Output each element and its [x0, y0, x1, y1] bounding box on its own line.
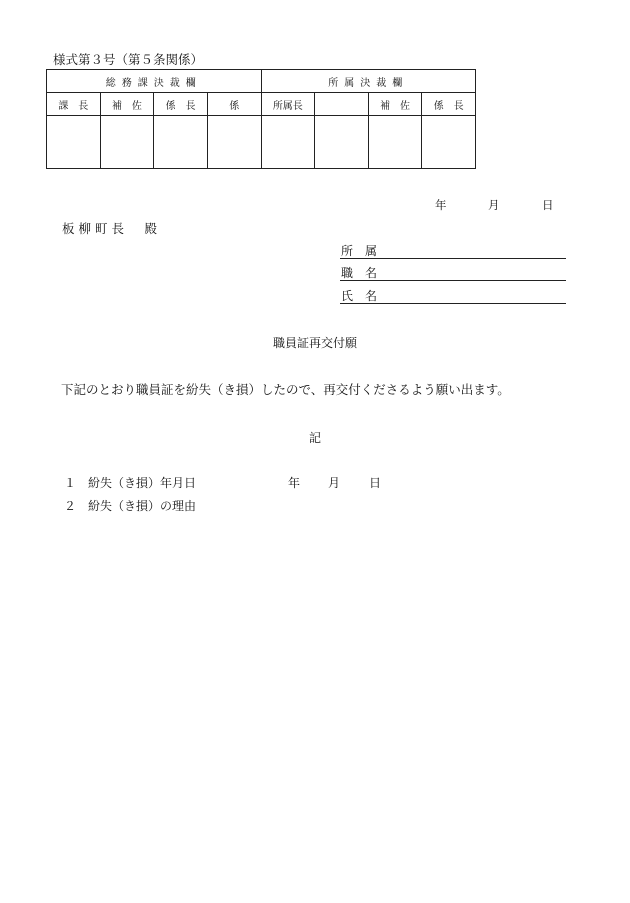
item-1-year: 年 [288, 476, 301, 490]
stamp-cell[interactable] [368, 116, 422, 169]
item-1-number: １ [64, 476, 77, 490]
addressee: 板柳町長 殿 [62, 221, 162, 236]
stamp-cell[interactable] [422, 116, 476, 169]
role-deputy: 補 佐 [100, 93, 154, 116]
form-number-label: 様式第３号（第５条関係） [53, 52, 204, 67]
name-label: 氏 名 [341, 289, 378, 303]
department-approval-header: 所属決裁欄 [261, 70, 476, 93]
date-month-label: 月 [488, 198, 500, 212]
affiliation-label: 所 属 [341, 244, 378, 258]
position-label: 職 名 [341, 266, 378, 280]
item-2-label: 紛失（き損）の理由 [88, 499, 197, 513]
item-1-month: 月 [328, 476, 341, 490]
item-2-number: ２ [64, 499, 77, 513]
date-day-label: 日 [542, 198, 554, 212]
stamp-cell[interactable] [47, 116, 101, 169]
role-section-chief: 課 長 [47, 93, 101, 116]
stamp-cell[interactable] [315, 116, 369, 169]
affiliation-field[interactable] [340, 242, 566, 259]
document-title: 職員証再交付願 [272, 336, 357, 350]
role-department-subsection-chief: 係 長 [422, 93, 476, 116]
item-1-label: 紛失（き損）年月日 [88, 476, 197, 490]
item-1-day: 日 [369, 476, 382, 490]
role-department-head: 所属長 [261, 93, 315, 116]
position-field[interactable] [340, 264, 566, 281]
stamp-cell[interactable] [207, 116, 261, 169]
approval-stamp-table [46, 69, 476, 169]
stamp-cell[interactable] [100, 116, 154, 169]
stamp-cell[interactable] [154, 116, 208, 169]
stamp-cell[interactable] [261, 116, 315, 169]
request-statement: 下記のとおり職員証を紛失（き損）したので、再交付くださるよう願い出ます。 [61, 382, 510, 397]
date-year-label: 年 [435, 198, 447, 212]
name-field[interactable] [340, 287, 566, 304]
role-department-deputy: 補 佐 [368, 93, 422, 116]
ki-heading: 記 [308, 431, 321, 445]
general-affairs-approval-header: 総務課決裁欄 [47, 70, 262, 93]
role-blank [315, 93, 369, 116]
role-subsection-chief: 係 長 [154, 93, 208, 116]
role-staff: 係 [207, 93, 261, 116]
